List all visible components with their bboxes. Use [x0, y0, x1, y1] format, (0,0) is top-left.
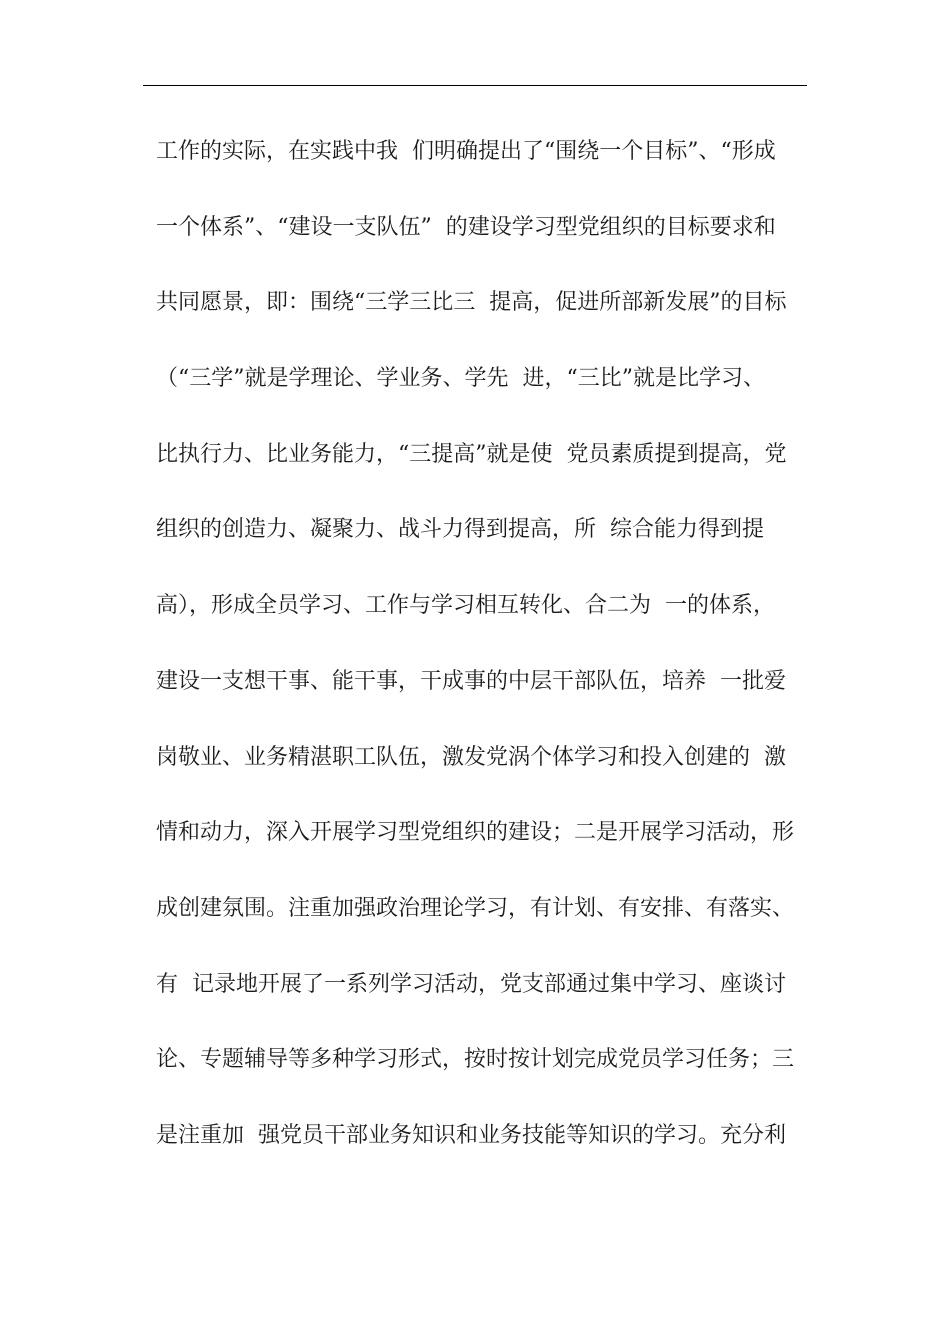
text-line: 共同愿景，即：围绕“三学三比三 提高，促进所部新发展”的目标	[156, 290, 787, 316]
text-line: 一个体系”、“建设一支队伍” 的建设学习型党组织的目标要求和	[156, 214, 776, 240]
text-line: 高），形成全员学习、工作与学习相互转化、合二为 一的体系，	[156, 593, 775, 619]
document-body	[156, 133, 796, 1193]
text-line: 论、专题辅导等多种学习形式，按时按计划完成党员学习任务；三	[156, 1047, 795, 1073]
text-line: 工作的实际，在实践中我 们明确提出了“围绕一个目标”、“形成	[156, 139, 776, 164]
text-line: 比执行力、比业务能力，“三提高”就是使 党员素质提到提高，党	[156, 441, 787, 467]
text-line: 组织的创造力、凝聚力、战斗力得到提高，所 综合能力得到提	[156, 517, 764, 543]
text-line: 情和动力，深入开展学习型党组织的建设；二是开展学习活动，形	[156, 820, 795, 846]
header-rule	[143, 85, 807, 86]
text-line: 成创建氛围。注重加强政治理论学习，有计划、有安排、有落实、	[156, 895, 795, 921]
text-line: 是注重加 强党员干部业务知识和业务技能等知识的学习。充分利	[156, 1122, 786, 1148]
text-line: 建设一支想干事、能干事，干成事的中层干部队伍，培养 一批爱	[156, 668, 786, 694]
text-line: 有 记录地开展了一系列学习活动，党支部通过集中学习、座谈讨	[156, 971, 786, 997]
text-line: 岗敬业、业务精湛职工队伍，激发党涡个体学习和投入创建的 激	[156, 744, 786, 770]
text-line: （“三学”就是学理论、学业务、学先 进，“三比”就是比学习、	[156, 366, 765, 392]
